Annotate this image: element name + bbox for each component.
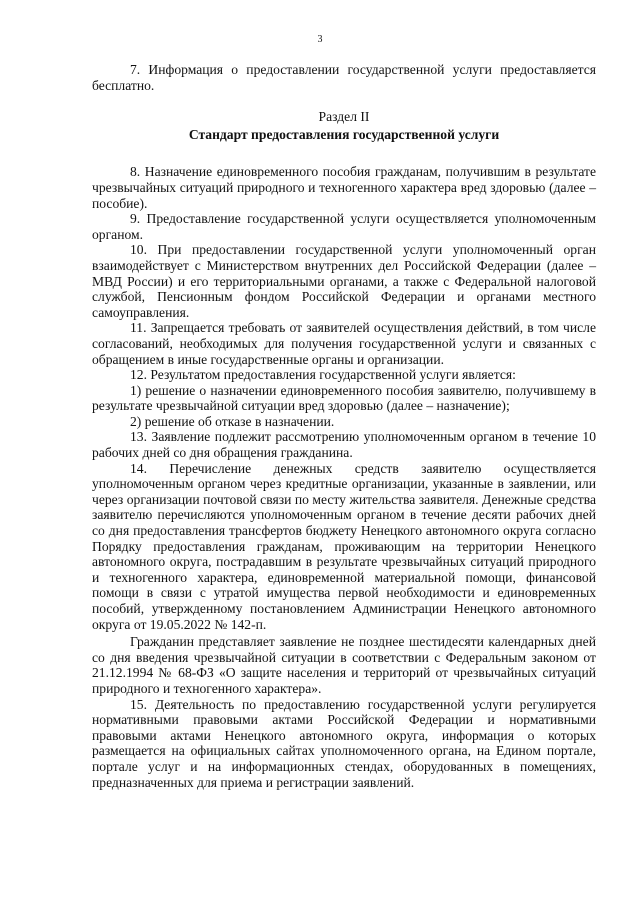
document-body (92, 62, 596, 790)
paragraph-9: 9. Предоставление государственной услуги осуществляется уполномоченным органом. (92, 211, 596, 242)
paragraph-10: 10. При предоставлении государственной услуги уполномоченный орган взаимодействует с Министерством внутренних дел Российской Федерации (далее – МВД России) и его территориальными органами, а также с Федеральной налоговой службой, Пенсионным фондом Российской Федерации и органами местного самоуправления. (92, 242, 596, 320)
paragraph-8: 8. Назначение единовременного пособия гражданам, получившим в результате чрезвычайных ситуаций природного и техногенного характера вред здоровью (далее – пособие). (92, 164, 596, 211)
paragraph-15: 15. Деятельность по предоставлению государственной услуги регулируется нормативными правовыми актами Российской Федерации и нормативными правовыми актами Ненецкого автономного округа, информация о которых размещается на официальных сайтах уполномоченного органа, на Едином портале, портале услуг и на информационных стендах, оборудованных в помещениях, предназначенных для приема и регистрации заявлений. (92, 696, 596, 790)
paragraph-12-item-2: 2) решение об отказе в назначении. (130, 413, 335, 429)
paragraph-7: 7. Информация о предоставлении государственной услуги предоставляется бесплатно. (92, 62, 596, 93)
paragraph-14-continuation: Гражданин представляет заявление не позднее шестидесяти календарных дней со дня введения чрезвычайной ситуации в соответствии с Федеральным законом от 21.12.1994 № 68-ФЗ «О защите населения и территорий от чрезвычайных ситуаций природного и техногенного характера». (92, 634, 596, 696)
paragraph-12-item-1: 1) решение о назначении единовременного пособия заявителю, получившему в результате чрезвычайной ситуации вред здоровью (далее – назначение); (92, 382, 596, 414)
section-heading: Стандарт предоставления государственной услуги (188, 126, 500, 142)
paragraph-12: 12. Результатом предоставления государственной услуги является: (130, 367, 516, 383)
paragraph-11: 11. Запрещается требовать от заявителей осуществления действий, в том числе согласований, необходимых для получения государственной услуги и связанных с обращением в иные государственные органы и организации. (92, 320, 596, 367)
section-title: Раздел II (318, 109, 370, 125)
page-number: 3 (317, 34, 323, 45)
paragraph-13: 13. Заявление подлежит рассмотрению уполномоченным органом в течение 10 рабочих дней со дня обращения гражданина. (92, 429, 596, 461)
paragraph-14: 14. Перечисление денежных средств заявителю осуществляется уполномоченным органом через кредитные организации, указанные в заявлении, или через организации почтовой связи по месту жительства заявителя. Денежные средства заявителю перечисляются уполномоченным органом в течение десяти рабочих дней со дня предоставления трансфертов бюджету Ненецкого автономного округа согласно Порядку предоставления гражданам, проживающим на территории Ненецкого автономного округа, пострадавшим в результате чрезвычайных ситуаций природного и техногенного характера, единовременной материальной помощи, финансовой помощи в связи с утратой имущества первой необходимости и единовременных пособий, утвержденному постановлением Администрации Ненецкого автономного округа от 19.05.2022 № 142-п. (92, 460, 596, 632)
